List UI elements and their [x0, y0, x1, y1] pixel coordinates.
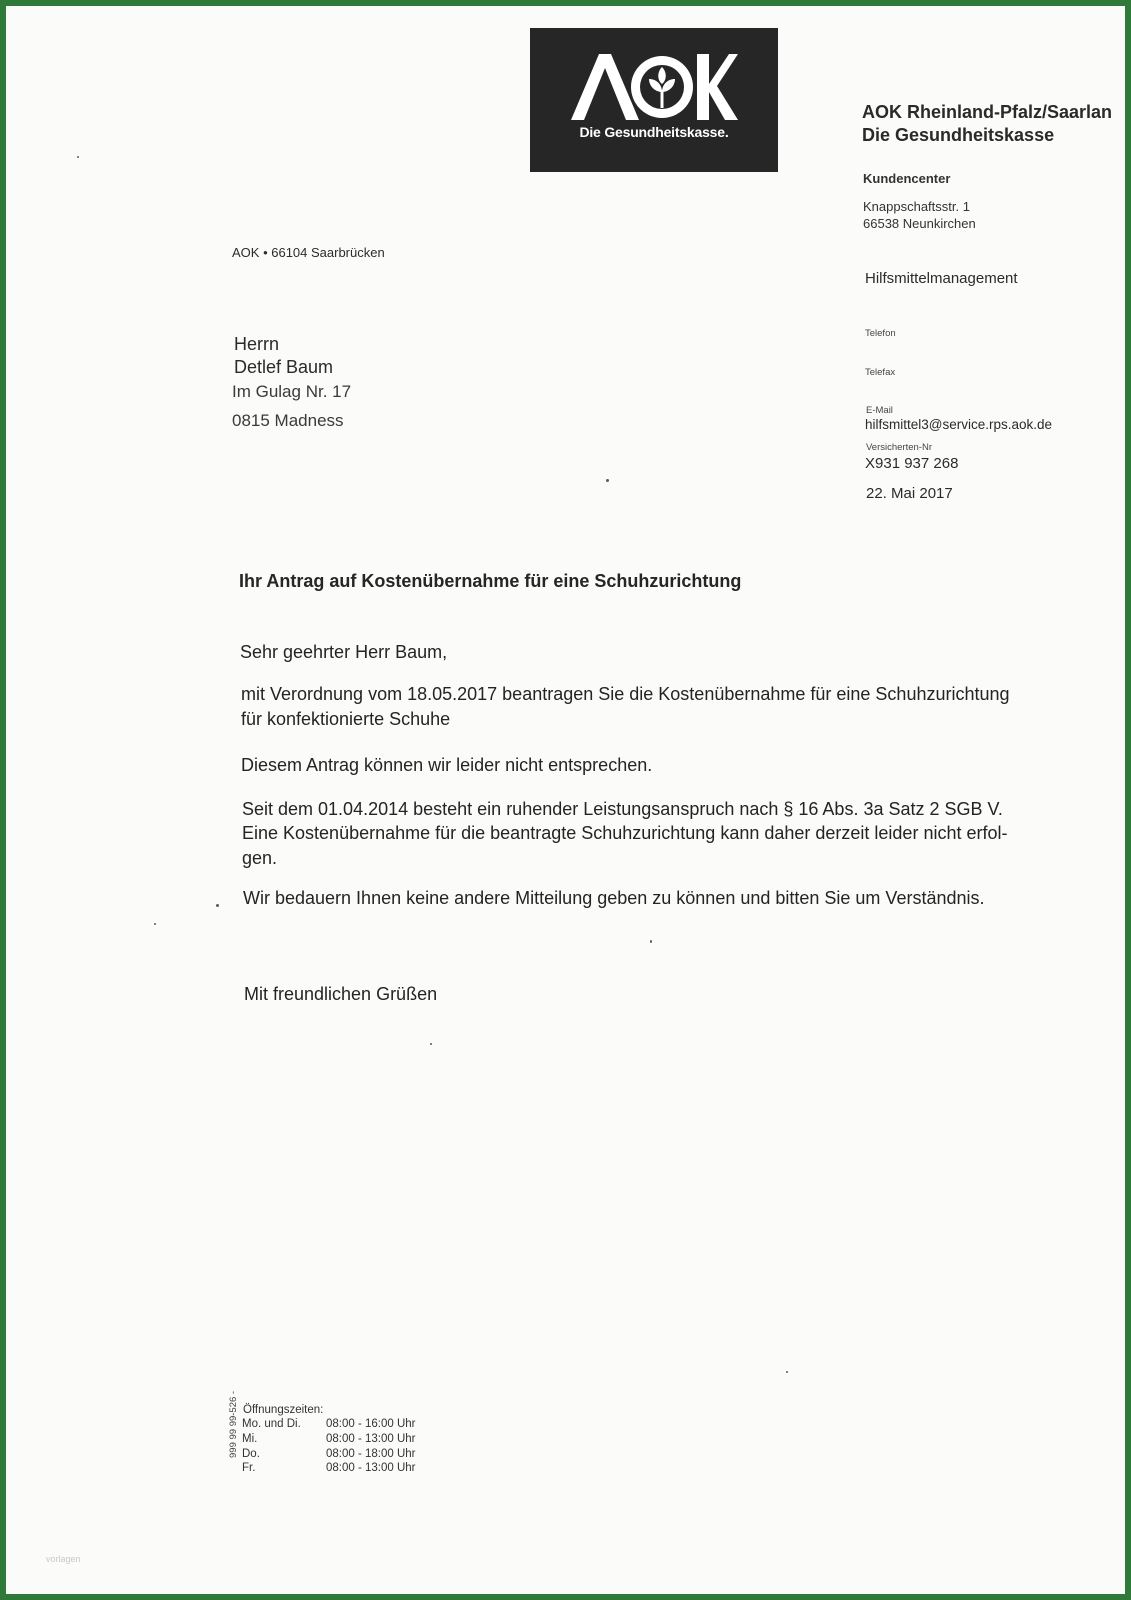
scan-speck	[154, 923, 156, 925]
office-city: 66538 Neunkirchen	[863, 216, 976, 231]
scan-speck	[606, 479, 609, 482]
body-paragraph-line: Diesem Antrag können wir leider nicht entsprechen.	[241, 755, 653, 775]
body-paragraph-line: Eine Kostenübernahme für die beantragte Schuhzurichtung kann daher derzeit leider nicht erfol-	[242, 823, 1008, 843]
body-paragraph-line: gen.	[242, 848, 278, 868]
kundencenter-label: Kundencenter	[863, 171, 951, 186]
opening-hours-title: Öffnungszeiten:	[243, 1404, 324, 1416]
recipient-salutation: Herrn	[234, 334, 280, 354]
body-paragraph-line: mit Verordnung vom 18.05.2017 beantragen Sie die Kostenübernahme für eine Schuhzurichtung	[241, 684, 1010, 704]
form-number: 999 99 99-526 -	[228, 1390, 239, 1458]
letter-subject: Ihr Antrag auf Kostenübernahme für eine Schuhzurichtung	[239, 571, 742, 591]
recipient-city: 0815 Madness	[232, 411, 344, 430]
organization-tagline: Die Gesundheitskasse	[862, 125, 1055, 145]
watermark: vorlagen	[46, 1554, 81, 1564]
body-paragraph-line: Wir bedauern Ihnen keine andere Mitteilung geben zu können und bitten Sie um Verständnis.	[243, 888, 985, 908]
opening-hours-day: Do.	[242, 1448, 260, 1460]
telefax-label: Telefax	[865, 367, 896, 378]
scan-speck	[650, 940, 652, 943]
letter-date: 22. Mai 2017	[866, 485, 953, 502]
recipient-name: Detlef Baum	[234, 357, 334, 377]
body-paragraph-line: für konfektionierte Schuhe	[241, 709, 451, 729]
insurance-number-label: Versicherten-Nr	[866, 442, 932, 453]
insurance-number: X931 937 268	[865, 455, 959, 472]
aok-logo	[530, 28, 778, 172]
opening-hours-time: 08:00 - 16:00 Uhr	[326, 1418, 416, 1430]
opening-hours-day: Fr.	[242, 1462, 256, 1474]
scan-speck	[430, 1043, 432, 1045]
closing-phrase: Mit freundlichen Grüßen	[244, 984, 438, 1004]
body-paragraph-line: Seit dem 01.04.2014 besteht ein ruhender Leistungsanspruch nach § 16 Abs. 3a Satz 2 SGB V.	[242, 799, 1003, 819]
recipient-street: Im Gulag Nr. 17	[232, 382, 352, 401]
email-label: E-Mail	[866, 405, 893, 416]
opening-hours-time: 08:00 - 13:00 Uhr	[326, 1462, 416, 1474]
email-address: hilfsmittel3@service.rps.aok.de	[865, 417, 1053, 432]
sender-line: AOK • 66104 Saarbrücken	[232, 245, 385, 260]
department-name: Hilfsmittelmanagement	[865, 270, 1018, 287]
body-salutation: Sehr geehrter Herr Baum,	[240, 642, 448, 662]
organization-name: AOK Rheinland-Pfalz/Saarlan	[862, 102, 1113, 122]
aok-wordmark	[530, 48, 778, 128]
logo-tagline: Die Gesundheitskasse.	[579, 124, 729, 140]
scan-speck	[216, 904, 219, 907]
aok-tree-icon	[569, 48, 739, 124]
opening-hours-time: 08:00 - 13:00 Uhr	[326, 1433, 416, 1445]
opening-hours-day: Mi.	[242, 1433, 258, 1445]
scan-speck	[77, 156, 79, 158]
opening-hours-time: 08:00 - 18:00 Uhr	[326, 1448, 416, 1460]
office-street: Knappschaftsstr. 1	[863, 199, 970, 214]
scan-speck	[786, 1371, 788, 1373]
opening-hours-day: Mo. und Di.	[242, 1418, 301, 1430]
telefon-label: Telefon	[865, 328, 896, 339]
